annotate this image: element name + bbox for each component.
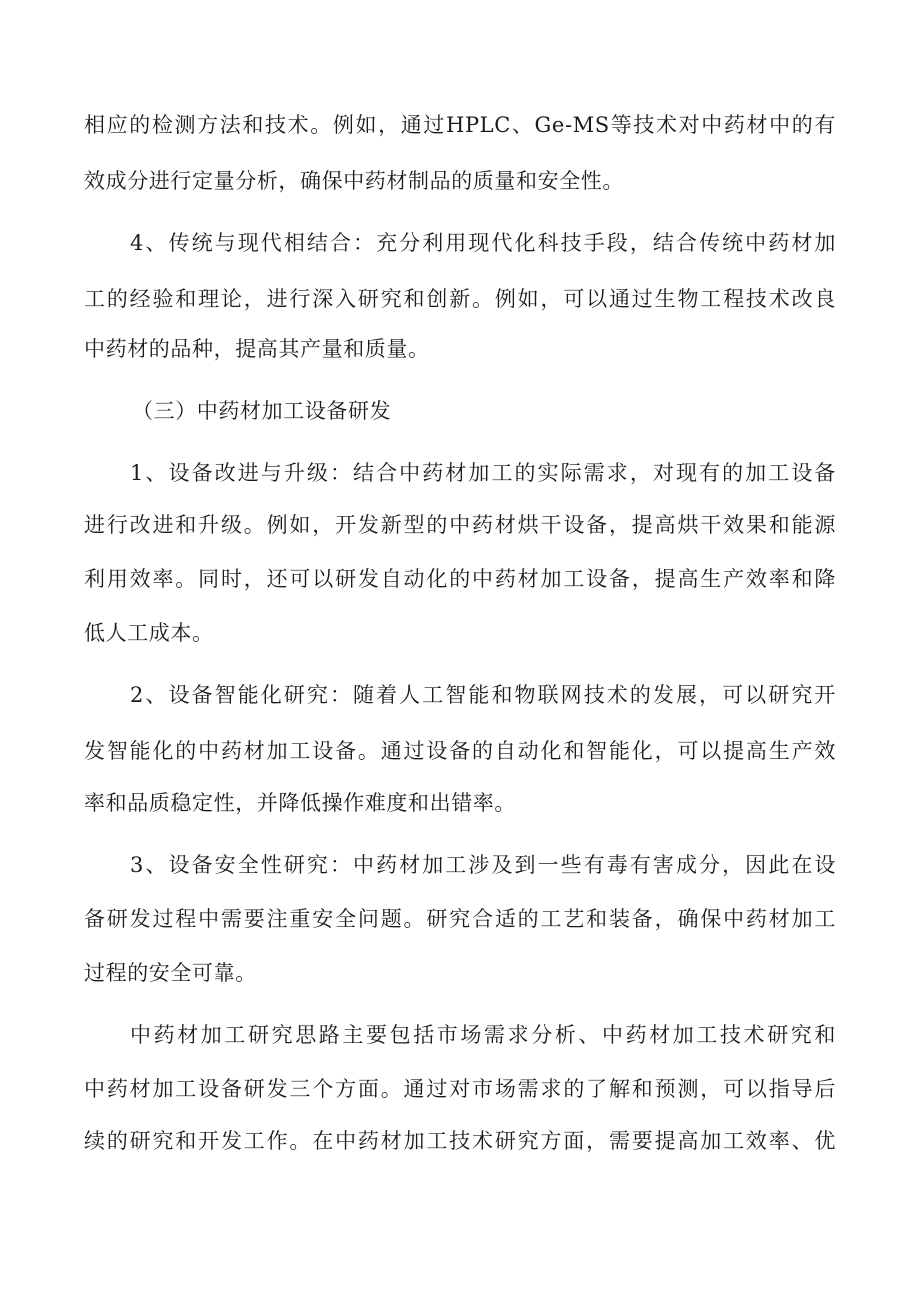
- text-line: 中药材的品种，提高其产量和质量。: [84, 337, 430, 361]
- text-line: 工的经验和理论，进行深入研究和创新。例如，可以通过生物工程技术改良: [84, 287, 836, 311]
- text-line: 率和品质稳定性，并降低操作难度和出错率。: [84, 791, 516, 815]
- paragraph-start-line: 1、设备改进与升级：结合中药材加工的实际需求，对现有的加工设备: [130, 461, 836, 485]
- text-line: 中药材加工设备研发三个方面。通过对市场需求的了解和预测，可以指导后: [84, 1077, 836, 1101]
- paragraph-start-line: 3、设备安全性研究：中药材加工涉及到一些有毒有害成分，因此在设: [130, 853, 836, 877]
- text-line: 备研发过程中需要注重安全问题。研究合适的工艺和装备，确保中药材加工: [84, 907, 836, 931]
- text-line: 低人工成本。: [84, 621, 214, 645]
- text-line: 效成分进行定量分析，确保中药材制品的质量和安全性。: [84, 169, 624, 193]
- text-line: 相应的检测方法和技术。例如，通过HPLC、Ge-MS等技术对中药材中的有: [84, 113, 836, 137]
- text-line: 进行改进和升级。例如，开发新型的中药材烘干设备，提高烘干效果和能源: [84, 513, 836, 537]
- text-line: 续的研究和开发工作。在中药材加工技术研究方面，需要提高加工效率、优: [84, 1129, 836, 1153]
- paragraph-start-line: 中药材加工研究思路主要包括市场需求分析、中药材加工技术研究和: [130, 1023, 836, 1047]
- paragraph-start-line: 4、传统与现代相结合：充分利用现代化科技手段，结合传统中药材加: [130, 231, 836, 255]
- text-line: 利用效率。同时，还可以研发自动化的中药材加工设备，提高生产效率和降: [84, 567, 836, 591]
- section-heading: （三）中药材加工设备研发: [132, 399, 392, 423]
- paragraph-start-line: 2、设备智能化研究：随着人工智能和物联网技术的发展，可以研究开: [130, 683, 836, 707]
- text-line: 过程的安全可靠。: [84, 961, 257, 985]
- text-line: 发智能化的中药材加工设备。通过设备的自动化和智能化，可以提高生产效: [84, 739, 836, 763]
